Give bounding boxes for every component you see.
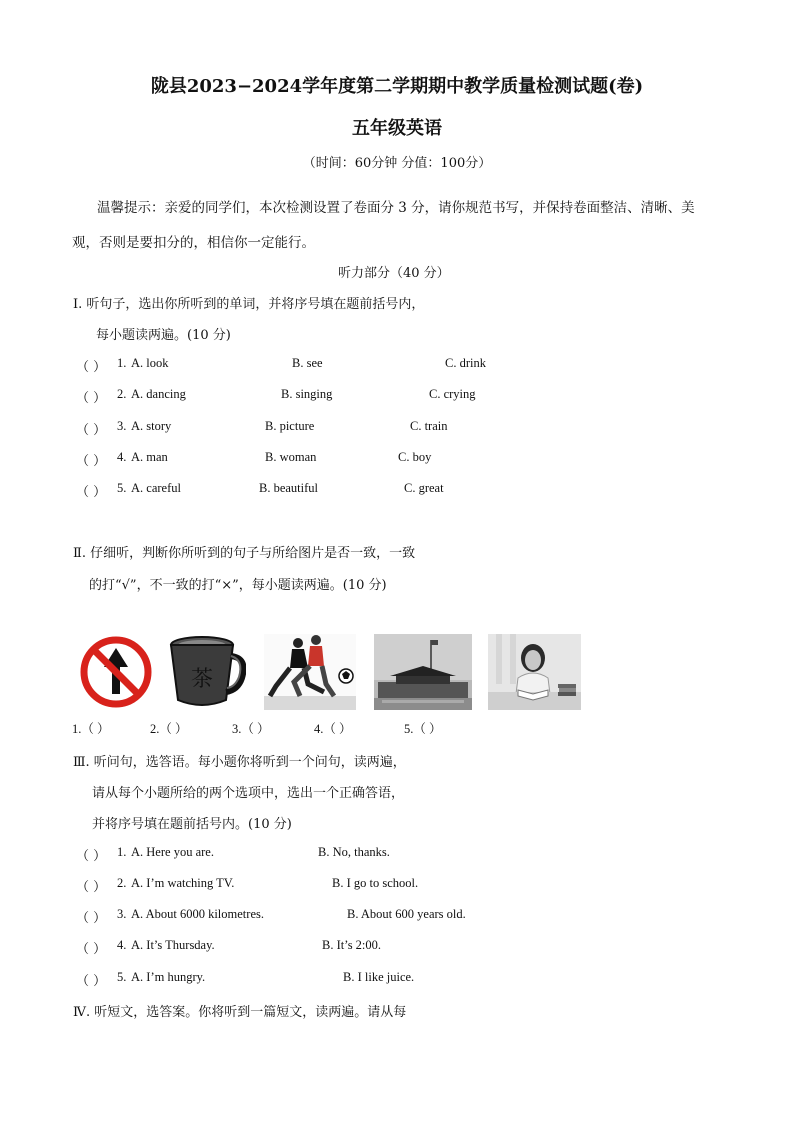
picture-4-answer[interactable]: 4.（ ） [314,722,352,736]
item-number: 5. [117,481,127,495]
item-number: 3. [117,907,127,921]
option-b: B. woman [265,450,317,464]
option-b: B. see [292,356,323,370]
option-b: B. About 600 years old. [347,907,466,921]
item-number: 2. [117,387,127,401]
option-a: A. About 6000 kilometres. [131,907,264,921]
option-a: A. look [131,356,169,370]
option-a: A. dancing [131,387,186,401]
answer-blank[interactable]: （ ） [76,849,107,864]
option-a: A. It’s Thursday. [131,938,215,952]
option-a: A. story [131,419,172,433]
option-c: C. boy [398,450,432,464]
option-c: C. great [404,481,444,495]
girl-reading-picture [488,634,581,710]
item-number: 4. [117,450,127,464]
item-number: 3. [117,419,127,433]
cup-character: 茶 [190,667,214,692]
option-b: B. singing [281,387,333,401]
option-b: B. I go to school. [332,876,419,890]
option-c: C. drink [445,356,486,370]
answer-blank[interactable]: （ ） [76,942,107,957]
exam-meta: （时间：60分钟 分值：100分） [302,156,492,171]
option-b: B. It’s 2:00. [322,938,382,952]
option-a: A. I’m hungry. [131,970,206,984]
item-number: 4. [117,938,127,952]
answer-blank[interactable]: （ ） [76,911,107,926]
picture-1-answer[interactable]: 1.（ ） [72,722,110,736]
section1-title-2: 每小题读两遍。(10 分) [96,328,231,343]
notice-line-1: 温馨提示：亲爱的同学们，本次检测设置了卷面分 3 分，请你规范书写，并保持卷面整洁、清晰、美 [97,200,695,216]
answer-blank[interactable]: （ ） [76,485,107,500]
section4-title-1: Ⅳ. 听短文，选答案。你将听到一篇短文，读两遍。请从每 [73,1005,407,1020]
option-b: B. I like juice. [343,970,415,984]
item-number: 1. [117,356,127,370]
section3-title-1: Ⅲ. 听问句，选答语。每小题你将听到一个问句，读两遍， [73,755,406,770]
listening-header: 听力部分（40 分） [338,266,450,281]
answer-blank[interactable]: （ ） [76,391,107,406]
option-a: A. man [131,450,168,464]
answer-blank[interactable]: （ ） [76,423,107,438]
item-number: 1. [117,845,127,859]
item-number: 2. [117,876,127,890]
section3-title-3: 并将序号填在题前括号内。(10 分) [92,817,292,832]
exam-title: 陇县2023−2024学年度第二学期期中教学质量检测试题(卷) [150,76,644,97]
option-a: A. Here you are. [131,845,214,859]
exam-subtitle: 五年级英语 [352,118,442,139]
answer-blank[interactable]: （ ） [76,880,107,895]
item-number: 5. [117,970,127,984]
picture-3-answer[interactable]: 3.（ ） [232,722,270,736]
no-straight-sign-picture [79,634,153,710]
option-b: B. beautiful [259,481,319,495]
picture-2-answer[interactable]: 2.（ ） [150,722,188,736]
option-c: C. train [410,419,448,433]
section2-title-2: 的打“√”，不一致的打“×”，每小题读两遍。(10 分) [89,578,387,593]
section2-title-1: Ⅱ. 仔细听，判断你所听到的句子与所给图片是否一致，一致 [73,546,416,561]
answer-blank[interactable]: （ ） [76,454,107,469]
tiananmen-picture [374,634,472,710]
football-players-picture [264,634,356,710]
option-b: B. No, thanks. [318,845,390,859]
notice-line-2: 观，否则是要扣分的，相信你一定能行。 [72,235,315,251]
answer-blank[interactable]: （ ） [76,360,107,375]
section1-title-1: Ⅰ. 听句子，选出你所听到的单词，并将序号填在题前括号内， [73,297,425,312]
option-b: B. picture [265,419,315,433]
option-a: A. I’m watching TV. [131,876,235,890]
option-a: A. careful [131,481,181,495]
option-c: C. crying [429,387,476,401]
tea-cup-picture [168,634,246,710]
section3-title-2: 请从每个小题所给的两个选项中，选出一个正确答语， [92,786,405,801]
answer-blank[interactable]: （ ） [76,974,107,989]
picture-5-answer[interactable]: 5.（ ） [404,722,442,736]
